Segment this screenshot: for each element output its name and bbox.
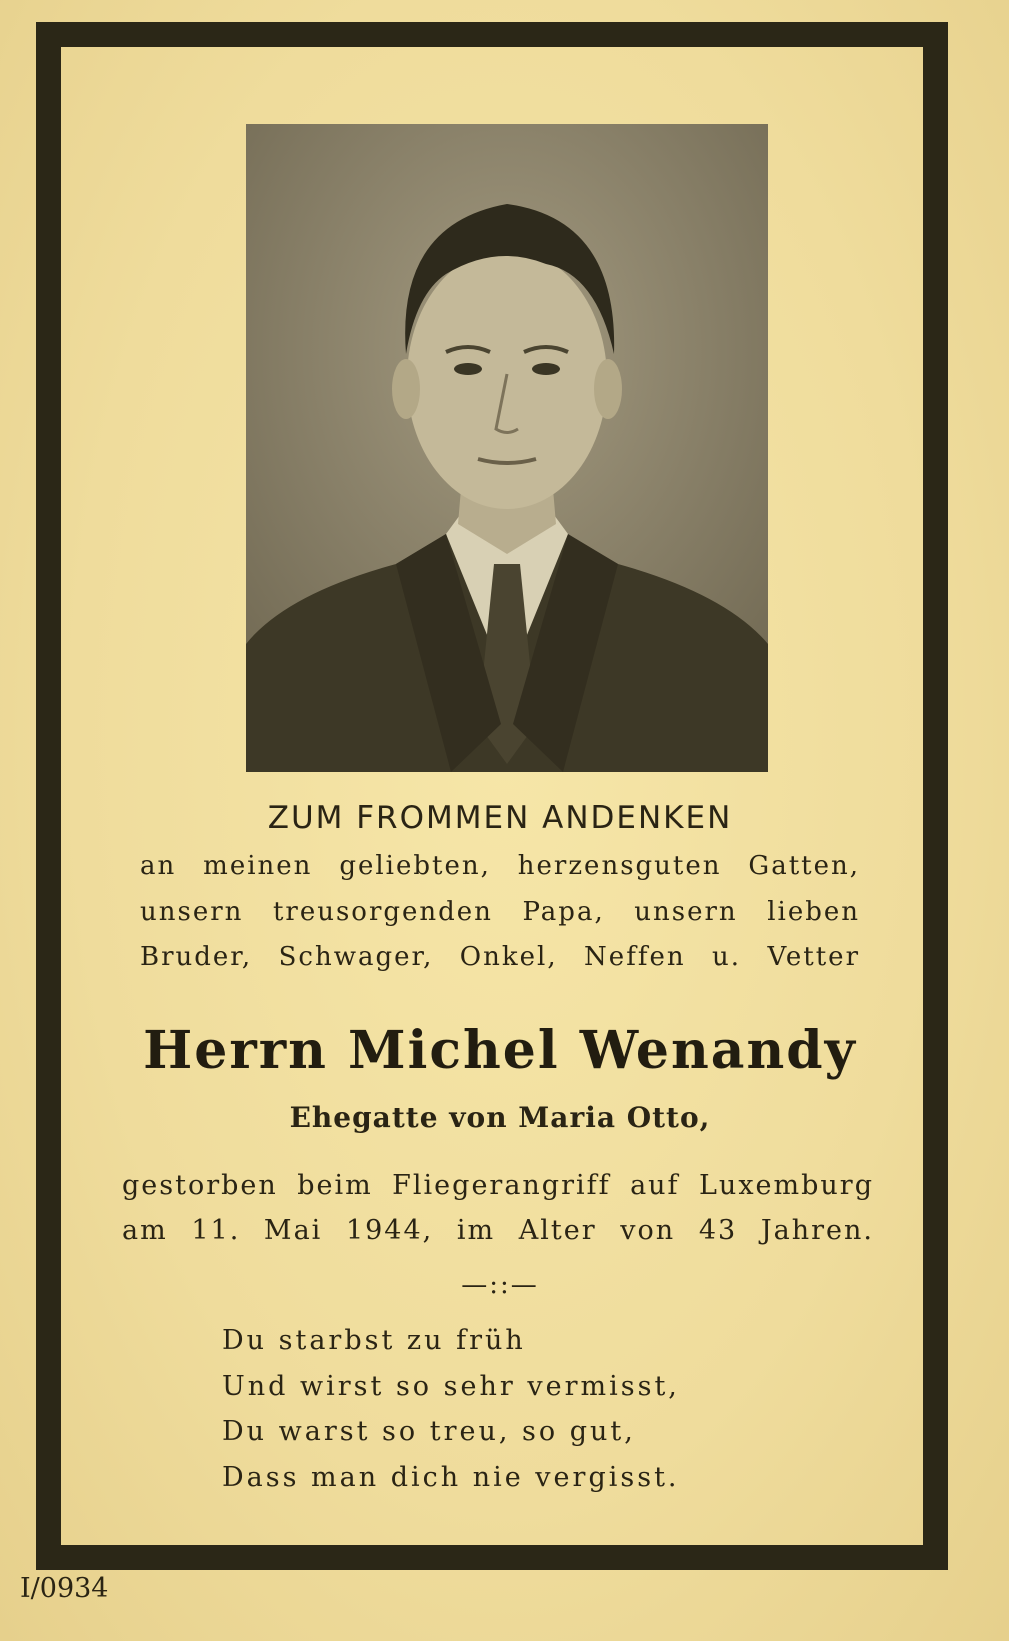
- intro-line: an meinen geliebten, herzensguten Gatten,: [140, 851, 860, 881]
- poem-line: Du warst so treu, so gut,: [222, 1416, 636, 1447]
- poem-line: Und wirst so sehr vermisst,: [222, 1371, 680, 1402]
- card-heading: ZUM FROMMEN ANDENKEN: [267, 800, 733, 836]
- portrait-photo: [246, 124, 768, 772]
- catalog-number: I/0934: [20, 1573, 109, 1604]
- ornament-divider: —::—: [461, 1270, 539, 1300]
- spouse-line: Ehegatte von Maria Otto,: [289, 1101, 711, 1134]
- poem-line: Dass man dich nie vergisst.: [222, 1462, 680, 1493]
- intro-line: unsern treusorgenden Papa, unsern lieben: [140, 897, 860, 927]
- intro-line: Bruder, Schwager, Onkel, Neffen u. Vetter: [140, 942, 860, 972]
- deceased-name: Herrn Michel Wenandy: [143, 1020, 857, 1081]
- portrait-photo-icon: [246, 124, 768, 772]
- death-line: am 11. Mai 1944, im Alter von 43 Jahren.: [122, 1215, 874, 1246]
- poem-line: Du starbst zu früh: [222, 1325, 526, 1356]
- death-line: gestorben beim Fliegerangriff auf Luxemburg: [122, 1170, 874, 1201]
